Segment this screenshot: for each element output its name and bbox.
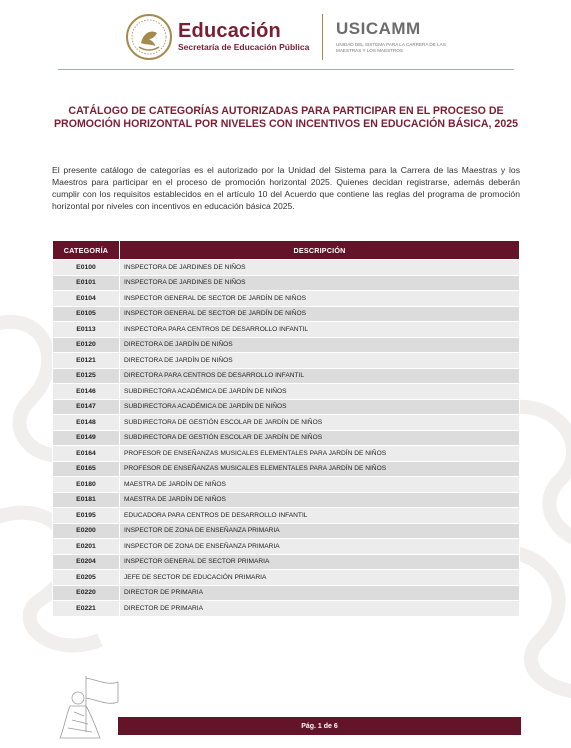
category-code: E0205 xyxy=(53,570,120,586)
category-description: INSPECTOR GENERAL DE SECTOR PRIMARIA xyxy=(120,554,520,570)
category-code: E0201 xyxy=(53,539,120,555)
usicamm-title: USICAMM xyxy=(336,19,421,38)
category-description: EDUCADORA PARA CENTROS DE DESARROLLO INFANTIL xyxy=(120,508,520,524)
category-description: PROFESOR DE ENSEÑANZAS MUSICALES ELEMENTALES PARA JARDÍN DE NIÑOS xyxy=(120,461,520,477)
category-description: SUBDIRECTORA ACADÉMICA DE JARDÍN DE NIÑOS xyxy=(120,399,520,415)
category-description: MAESTRA DE JARDÍN DE NIÑOS xyxy=(120,492,520,508)
category-code: E0100 xyxy=(53,260,120,276)
category-description: DIRECTOR DE PRIMARIA xyxy=(120,601,520,617)
header-rule xyxy=(58,69,514,70)
category-description: INSPECTORA DE JARDINES DE NIÑOS xyxy=(120,260,520,276)
usicamm-brand xyxy=(336,19,456,54)
category-code: E0146 xyxy=(53,384,120,400)
category-code: E0195 xyxy=(53,508,120,524)
table-row xyxy=(53,477,520,493)
page-footer xyxy=(118,717,521,735)
table-row xyxy=(53,353,520,369)
category-description: DIRECTORA PARA CENTROS DE DESARROLLO INFANTIL xyxy=(120,368,520,384)
table-row xyxy=(53,446,520,462)
category-description: DIRECTOR DE PRIMARIA xyxy=(120,585,520,601)
category-description: INSPECTOR DE ZONA DE ENSEÑANZA PRIMARIA xyxy=(120,523,520,539)
national-seal-icon xyxy=(125,13,173,61)
category-code: E0181 xyxy=(53,492,120,508)
table-row xyxy=(53,291,520,307)
table-row xyxy=(53,508,520,524)
table-row xyxy=(53,430,520,446)
category-description: PROFESOR DE ENSEÑANZAS MUSICALES ELEMENTALES PARA JARDÍN DE NIÑOS xyxy=(120,446,520,462)
document-title: CATÁLOGO DE CATEGORÍAS AUTORIZADAS PARA PARTICIPAR EN EL PROCESO DE PROMOCIÓN HORIZONTAL POR NIVELES CON INCENTIVOS EN EDUCACIÓN BÁSICA, 2025 xyxy=(53,105,519,130)
historic-figure-illustration xyxy=(48,672,124,742)
category-code: E0148 xyxy=(53,415,120,431)
table-row xyxy=(53,368,520,384)
category-code: E0200 xyxy=(53,523,120,539)
column-header-category: CATEGORÍA xyxy=(53,241,120,260)
brand-title: Educación xyxy=(178,20,281,42)
category-description: INSPECTOR GENERAL DE SECTOR DE JARDÍN DE NIÑOS xyxy=(120,306,520,322)
table-header-row xyxy=(53,241,520,260)
category-code: E0121 xyxy=(53,353,120,369)
category-code: E0120 xyxy=(53,337,120,353)
category-description: SUBDIRECTORA DE GESTIÓN ESCOLAR DE JARDÍN DE NIÑOS xyxy=(120,415,520,431)
category-description: SUBDIRECTORA ACADÉMICA DE JARDÍN DE NIÑOS xyxy=(120,384,520,400)
category-code: E0180 xyxy=(53,477,120,493)
category-description: MAESTRA DE JARDÍN DE NIÑOS xyxy=(120,477,520,493)
category-description: SUBDIRECTORA DE GESTIÓN ESCOLAR DE JARDÍN DE NIÑOS xyxy=(120,430,520,446)
column-header-description: DESCRIPCIÓN xyxy=(120,241,520,260)
table-row xyxy=(53,554,520,570)
category-description: INSPECTOR DE ZONA DE ENSEÑANZA PRIMARIA xyxy=(120,539,520,555)
table-row xyxy=(53,337,520,353)
category-code: E0147 xyxy=(53,399,120,415)
table-row xyxy=(53,399,520,415)
category-description: DIRECTORA DE JARDÍN DE NIÑOS xyxy=(120,353,520,369)
table-row xyxy=(53,322,520,338)
category-code: E0113 xyxy=(53,322,120,338)
category-description: INSPECTORA PARA CENTROS DE DESARROLLO INFANTIL xyxy=(120,322,520,338)
brand-subtitle: Secretaría de Educación Pública xyxy=(178,42,310,52)
table-row xyxy=(53,523,520,539)
table-row xyxy=(53,570,520,586)
header-divider xyxy=(322,14,323,60)
table-row xyxy=(53,275,520,291)
table-row xyxy=(53,384,520,400)
category-code: E0204 xyxy=(53,554,120,570)
page-number: Pág. 1 de 6 xyxy=(301,722,338,730)
sep-brand xyxy=(178,20,309,53)
category-code: E0164 xyxy=(53,446,120,462)
intro-paragraph: El presente catálogo de categorías es el autorizado por la Unidad del Sistema para la Carrera de las Maestras y los Maestros para participar en el proceso de promoción horizontal 2025. Quienes decidan registrarse, además deberán cumplir con los requisitos establecidos en el artículo 10 del Acuerdo que contiene las reglas del programa de promoción horizontal por niveles con incentivos en educación básica 2025. xyxy=(52,165,520,211)
category-code: E0149 xyxy=(53,430,120,446)
category-code: E0101 xyxy=(53,275,120,291)
table-row xyxy=(53,461,520,477)
category-code: E0105 xyxy=(53,306,120,322)
usicamm-subtitle: UNIDAD DEL SISTEMA PARA LA CARRERA DE LAS MAESTRAS Y LOS MAESTROS xyxy=(336,42,446,53)
table-row xyxy=(53,601,520,617)
page-header xyxy=(0,0,571,70)
category-code: E0165 xyxy=(53,461,120,477)
category-description: DIRECTORA DE JARDÍN DE NIÑOS xyxy=(120,337,520,353)
table-row xyxy=(53,585,520,601)
table-row xyxy=(53,539,520,555)
category-description: INSPECTOR GENERAL DE SECTOR DE JARDÍN DE NIÑOS xyxy=(120,291,520,307)
category-code: E0125 xyxy=(53,368,120,384)
category-description: INSPECTORA DE JARDINES DE NIÑOS xyxy=(120,275,520,291)
table-row xyxy=(53,492,520,508)
table-row xyxy=(53,415,520,431)
category-code: E0221 xyxy=(53,601,120,617)
category-table xyxy=(52,240,520,617)
category-code: E0104 xyxy=(53,291,120,307)
category-code: E0220 xyxy=(53,585,120,601)
table-row xyxy=(53,260,520,276)
table-row xyxy=(53,306,520,322)
category-description: JEFE DE SECTOR DE EDUCACIÓN PRIMARIA xyxy=(120,570,520,586)
